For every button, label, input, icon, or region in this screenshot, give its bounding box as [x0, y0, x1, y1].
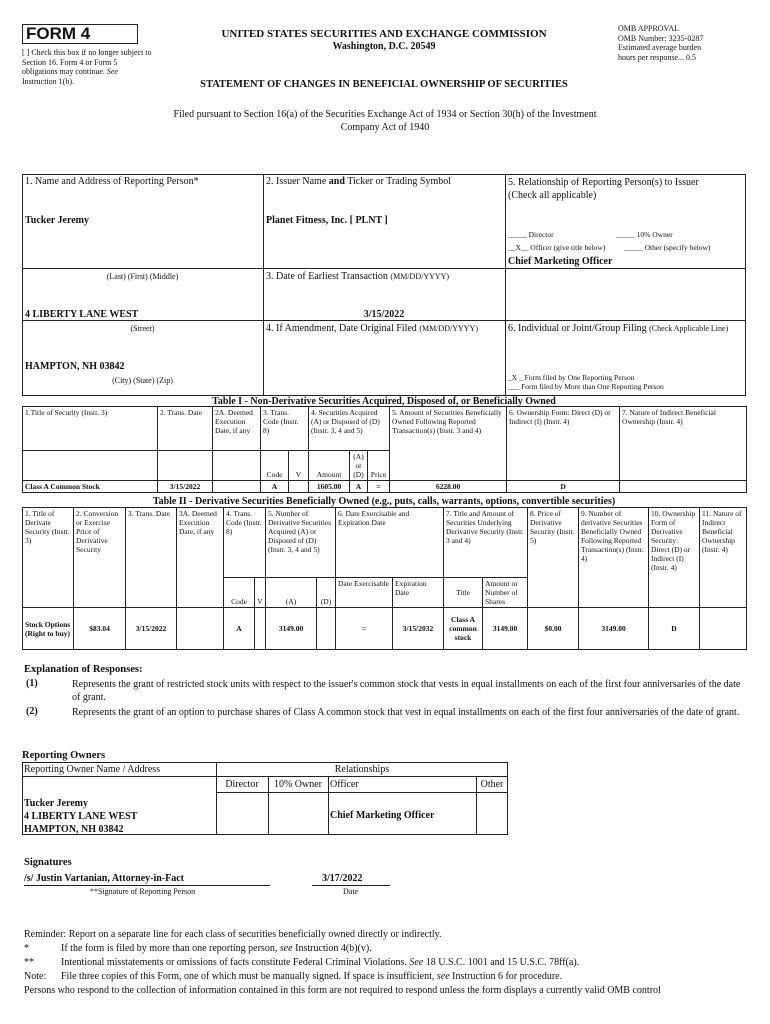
- box6-label: 6. Individual or Joint/Group Filing (Check Applicable Line): [508, 323, 729, 334]
- t1-sub-code: Code: [261, 451, 289, 481]
- t2-h3a: 3A. Deemed Execution Date, if any: [177, 508, 224, 608]
- box1-label: 1. Name and Address of Reporting Person*: [25, 176, 199, 187]
- earliest-transaction-date: 3/15/2022: [363, 309, 405, 320]
- owners-col-director: Director: [225, 779, 259, 790]
- footnote-star2-mark: **: [24, 957, 34, 968]
- ten-pct-option: _____ 10% Owner: [616, 230, 673, 239]
- t2-h5: 5. Number of Derivative Securities Acquired (A) or Disposed of (D) (Instr. 3, 4 and 5): [266, 508, 336, 578]
- director-option: _____ Director: [508, 230, 554, 239]
- footnote-note-mark: Note:: [24, 971, 47, 982]
- t1-h1: 1.Title of Security (Instr. 3): [23, 407, 158, 451]
- one-person-option: _X _ Form filed by One Reporting Person: [508, 373, 635, 382]
- explanation-num-1: (1): [26, 678, 38, 689]
- reporting-person-name: Tucker Jeremy: [25, 215, 89, 226]
- owners-col-relationships: Relationships: [334, 764, 390, 775]
- box3-label: 3. Date of Earliest Transaction (MM/DD/YYYY): [266, 271, 450, 282]
- box4-label: 4. If Amendment, Date Original Filed (MM/DD/YYYY): [266, 323, 478, 334]
- signature-date: 3/17/2022: [322, 873, 363, 884]
- explanation-heading: Explanation of Responses:: [24, 664, 143, 675]
- t2-h9: 9. Number of derivative Securities Beneficially Owned Following Reported Transaction(s) (Instr. 4): [579, 508, 649, 608]
- owners-col-officer: Officer: [330, 779, 359, 790]
- t2-h10: 10. Ownership Form of Derivative Security: Direct (D) or Indirect (I) (Instr. 4): [649, 508, 700, 608]
- omb-control-notice: Persons who respond to the collection of information contained in this form are not required to respond unless the form displays a currently valid OMB control: [24, 985, 661, 996]
- table1-title: Table I - Non-Derivative Securities Acquired, Disposed of, or Beneficially Owned: [212, 396, 556, 407]
- owners-col-name: Reporting Owner Name / Address: [24, 764, 161, 775]
- statement-title: STATEMENT OF CHANGES IN BENEFICIAL OWNERSHIP OF SECURITIES: [200, 79, 568, 90]
- t1-h5: 5. Amount of Securities Beneficially Owned Following Reported Transaction(s) (Instr. 3 and 4): [390, 407, 507, 481]
- table2-title: Table II - Derivative Securities Beneficially Owned (e.g., puts, calls, warrants, options, convertible securities): [152, 496, 616, 507]
- footnote-note: File three copies of this Form, one of which must be manually signed. If space is insufficient, see Instruction 6 for procedure.: [61, 971, 563, 982]
- t2-h3: 3. Trans. Date: [126, 508, 177, 608]
- t1-h6: 6. Ownership Form: Direct (D) or Indirect (I) (Instr. 4): [507, 407, 620, 481]
- other-option: _____ Other (specify below): [624, 243, 711, 252]
- reporting-person-city: HAMPTON, NH 03842: [25, 361, 125, 372]
- t2-h8: 8. Price of Derivative Security (Instr. 5): [528, 508, 579, 608]
- filed-pursuant: Filed pursuant to Section 16(a) of the Securities Exchange Act of 1934 or Section 30(h) of the Investment Company Act of 1940: [173, 109, 597, 133]
- omb-approval: OMB APPROVAL OMB Number: 3235-0287 Estimated average burden hours per response... 0.5: [618, 24, 704, 62]
- footnote-star2: Intentional misstatements or omissions of facts constitute Federal Criminal Violations. See 18 U.S.C. 1001 and 15 U.S.C. 78ff(a).: [61, 957, 580, 968]
- reminder-text: Reminder: Report on a separate line for each class of securities beneficially owned directly or indirectly.: [24, 929, 442, 940]
- multi-person-option: ___ Form filed by More than One Reporting Person: [508, 382, 664, 391]
- t1-sub-price: Price: [368, 451, 390, 481]
- owners-heading: Reporting Owners: [22, 750, 106, 761]
- t1-sub-v: V: [289, 451, 309, 481]
- box5-label: 5. Relationship of Reporting Person(s) to Issuer (Check all applicable): [508, 177, 699, 201]
- box2-label: 2. Issuer Name and Ticker or Trading Symbol: [266, 176, 452, 187]
- owners-col-ten: 10% Owner: [273, 779, 323, 790]
- explanation-text-2: Represents the grant of an option to purchase shares of Class A common stock that vest in equal installments on each of the first four anniversaries of the date of grant.: [72, 707, 740, 718]
- agency-location: Washington, D.C. 20549: [332, 41, 436, 52]
- owner-officer-title: Chief Marketing Officer: [330, 810, 435, 821]
- reporting-grid: [22, 174, 746, 396]
- agency-name: UNITED STATES SECURITIES AND EXCHANGE COMMISSION: [221, 28, 547, 40]
- reporting-person-street: 4 LIBERTY LANE WEST: [25, 309, 139, 320]
- officer-option: __X__ Officer (give title below): [508, 243, 606, 252]
- date-caption: Date: [343, 887, 359, 896]
- city-caption: (City) (State) (Zip): [112, 376, 173, 385]
- footnote-star1-mark: *: [24, 943, 29, 954]
- owner-name: Tucker Jeremy 4 LIBERTY LANE WEST HAMPTON, NH 03842: [24, 798, 138, 835]
- street-caption: (Street): [130, 324, 155, 333]
- t2-h2: 2. Conversion or Exercise Price of Derivative Security: [74, 508, 126, 608]
- signature-caption: **Signature of Reporting Person: [90, 887, 196, 896]
- signer-name: /s/ Justin Vartanian, Attorney-in-Fact: [24, 873, 185, 884]
- table1: [22, 406, 747, 493]
- issuer-name: Planet Fitness, Inc. [ PLNT ]: [266, 215, 388, 226]
- name-caption: (Last) (First) (Middle): [106, 272, 179, 281]
- signatures-heading: Signatures: [24, 857, 72, 868]
- checkbox-notice: [ ] Check this box if no longer subject to Section 16. Form 4 or Form 5 obligations may continue. See Instruction 1(b).: [22, 48, 152, 86]
- table2: 1. Title of Derivate Security (Instr. 3) 2. Conversion or Exercise Price of Derivative Security 3. Trans. Date 3A. Deemed Execution Date, if any 4. Trans. Code (Instr. 8) 5. Number of Derivative Securities Acquired (A) or Disposed of (D) (Instr. 3, 4 and 5) 6. Date Exercisable and Expiration Date 7. Title and Amount of Securities Underlying Derivative Security (Instr. 3 and 4) 8. Price of Derivative Security (Instr. 5) 9. Number of derivative Securities Beneficially Owned Following Reported Transaction(s) (Instr. 4) 10. Ownership Form of Derivative Security: Direct (D) or Indirect (I) (Instr. 4) 11. Nature of Indirect Beneficial Ownership (Instr. 4) Code V (A) (D) Date Exercisable Expiration Date Title Amount or Number of Shares Stock Options (Right to buy) $83.04 3/15/2022 A 3149.00 = 3/15/2032 Class A common stock 3149.00 $0.00 3149.00 D: [22, 507, 747, 650]
- t2-h11: 11. Nature of Indirect Beneficial Ownership (Instr. 4): [700, 508, 747, 608]
- table-row: Class A Common Stock 3/15/2022 A 1605.00 A = 6228.00 D: [23, 481, 747, 493]
- t1-h2: 2. Trans. Date: [158, 407, 213, 451]
- t1-sub-aord: (A) or (D): [350, 451, 368, 481]
- explanation-num-2: (2): [26, 706, 38, 717]
- t1-h7: 7. Nature of Indirect Beneficial Ownership (Instr. 4): [620, 407, 747, 481]
- t2-h1: 1. Title of Derivate Security (Instr. 3): [23, 508, 74, 608]
- owners-col-other: Other: [480, 779, 504, 790]
- form-title: FORM 4: [26, 24, 91, 43]
- t2-h4: 4. Trans. Code (Instr. 8): [224, 508, 266, 578]
- t1-sub-amount: Amount: [309, 451, 350, 481]
- t1-h4: 4. Securities Acquired (A) or Disposed of (D) (Instr. 3, 4 and 5): [309, 407, 390, 451]
- t1-h2a: 2A. Deemed Execution Date, if any: [213, 407, 261, 451]
- footnote-star1: If the form is filed by more than one reporting person, see Instruction 4(b)(v).: [61, 943, 372, 954]
- table-row: Stock Options (Right to buy) $83.04 3/15/2022 A 3149.00 = 3/15/2032 Class A common stock 3149.00 $0.00 3149.00 D: [23, 608, 747, 650]
- t1-h3: 3. Trans. Code (Instr. 8): [261, 407, 309, 451]
- t2-h7: 7. Title and Amount of Securities Underlying Derivative Security (Instr. 3 and 4): [444, 508, 528, 578]
- officer-title: Chief Marketing Officer: [508, 256, 613, 267]
- explanation-text-1: Represents the grant of restricted stock units with respect to the issuer's common stock that vests in equal installments on each of the first four anniversaries of the date of grant.: [72, 679, 741, 703]
- t2-h6: 6. Date Exercisable and Expiration Date: [336, 508, 444, 578]
